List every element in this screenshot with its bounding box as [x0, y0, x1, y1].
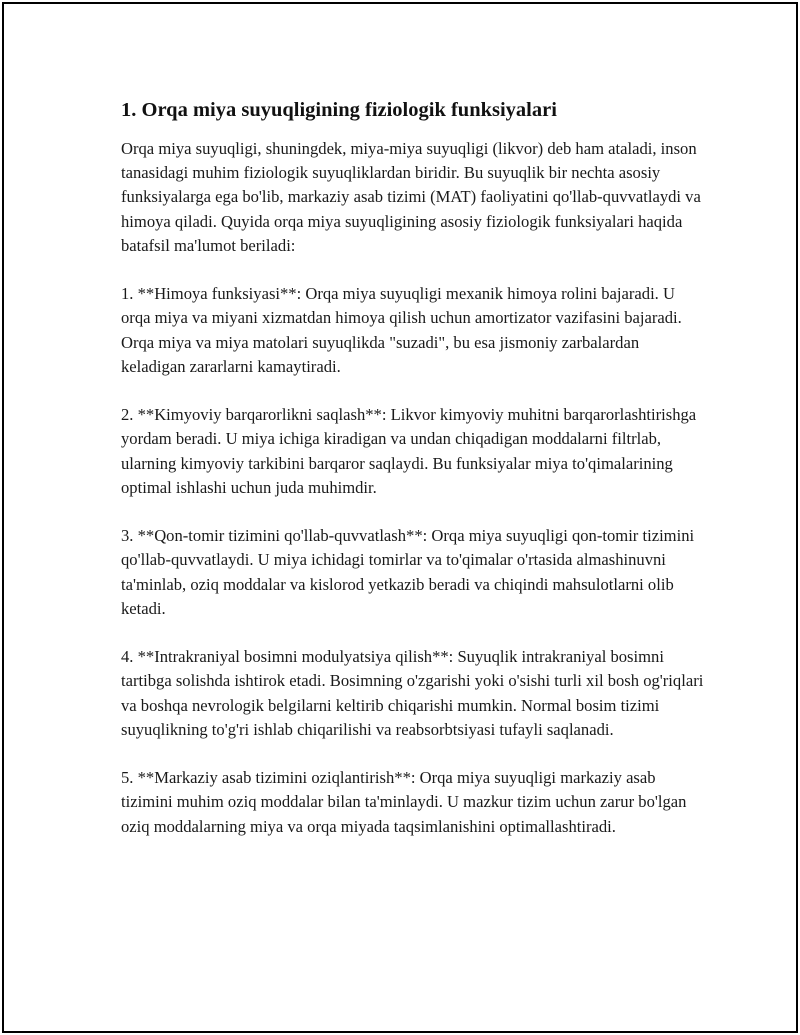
paragraph-vascular-support: 3. **Qon-tomir tizimini qo'llab-quvvatlash**: Orqa miya suyuqligi qon-tomir tizimini qo'llab-quvvatlaydi. U miya ichidagi tomirlar va to'qimalar o'rtasida almashinuvni ta'minlab, oziq moddalar va kislorod yetkazib beradi va chiqindi mahsulotlarni olib ketadi. [121, 526, 695, 618]
paragraph-cns-nourishment: 5. **Markaziy asab tizimini oziqlantirish**: Orqa miya suyuqligi markaziy asab tizimini muhim oziq moddalar bilan ta'minlaydi. U mazkur tizim uchun zarur bo'lgan oziq moddalarning miya va orqa miyada taqsimlanishini optimallashtiradi. [121, 768, 687, 836]
intro-paragraph: Orqa miya suyuqligi, shuningdek, miya-miya suyuqligi (likvor) deb ham ataladi, inson tanasidagi muhim fiziologik suyuqliklardan biridir. Bu suyuqlik bir nechta asosiy funksiyalarga ega bo'lib, markaziy asab tizimi (MAT) faoliyatini qo'llab-quvvatlaydi va himoya qiladi. Quyida orqa miya suyuqligining asosiy fiziologik funksiyalari haqida batafsil ma'lumot beriladi: [121, 139, 701, 255]
paragraph-protection-function: 1. **Himoya funksiyasi**: Orqa miya suyuqligi mexanik himoya rolini bajaradi. U orqa miya va miyani xizmatdan himoya qilish uchun amortizator vazifasini bajaradi. Orqa miya va miya matolari suyuqlikda "suzadi", bu esa jismoniy zarbalardan keladigan zararlarni kamaytiradi. [121, 284, 682, 376]
paragraph-chemical-stability: 2. **Kimyoviy barqarorlikni saqlash**: Likvor kimyoviy muhitni barqarorlashtirishga yordam beradi. U miya ichiga kiradigan va undan chiqadigan moddalarni filtrlab, ularning kimyoviy tarkibini barqaror saqlaydi. Bu funksiyalar miya to'qimalarining optimal ishlashi uchun juda muhimdir. [121, 405, 697, 497]
document-body [121, 96, 706, 863]
document-title: 1. Orqa miya suyuqligining fiziologik funksiyalari [121, 99, 557, 121]
paragraph-intracranial-pressure: 4. **Intrakraniyal bosimni modulyatsiya qilish**: Suyuqlik intrakraniyal bosimni tartibga solishda ishtirok etadi. Bosimning o'zgarishi yoki o'sishi turli xil bosh og'riqlari va boshqa nevrologik belgilarni keltirib chiqarishi mumkin. Normal bosim tizimi suyuqlikning to'g'ri ishlab chiqarilishi va reabsorbtsiyasi tufayli saqlanadi. [121, 647, 704, 739]
page-frame [2, 2, 798, 1033]
